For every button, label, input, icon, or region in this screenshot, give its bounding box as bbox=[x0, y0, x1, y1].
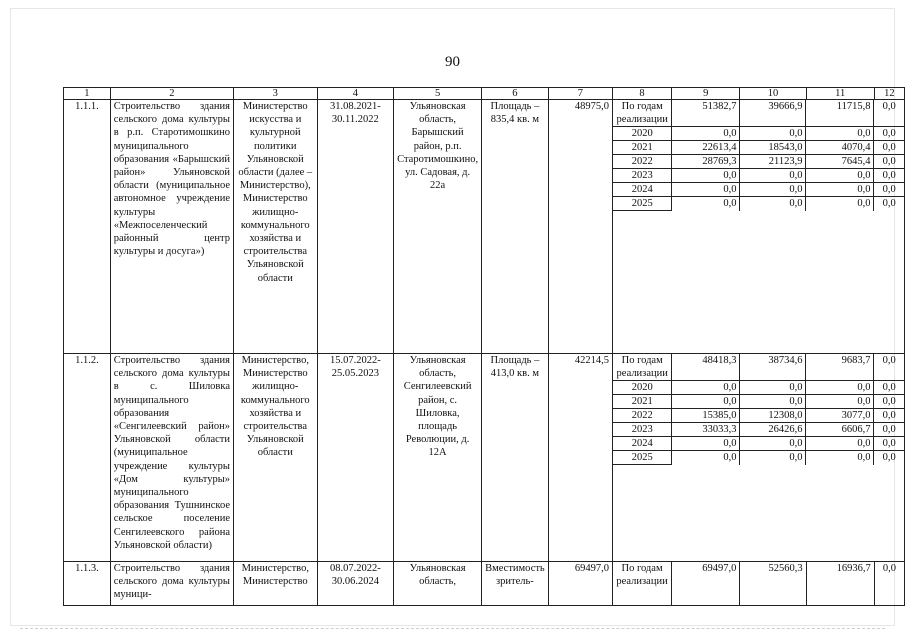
year-row bbox=[613, 127, 904, 141]
year-label: 2020 bbox=[613, 381, 672, 395]
col-header: 5 bbox=[394, 88, 482, 100]
year-label: 2024 bbox=[613, 437, 672, 451]
value-local: 0,0 bbox=[806, 437, 874, 451]
table-row bbox=[64, 100, 905, 354]
year-label: По годам реализации bbox=[613, 354, 672, 381]
value-total: 0,0 bbox=[672, 169, 740, 183]
year-row bbox=[613, 183, 904, 197]
value-total: 0,0 bbox=[672, 381, 740, 395]
value-regional: 0,0 bbox=[740, 437, 806, 451]
value-other: 0,0 bbox=[874, 100, 904, 127]
col-header: 10 bbox=[740, 88, 806, 100]
object-name: Строительство здания сельского дома культуры в р.п. Старотимошкино муниципального образования «Барышский район» Ульяновской области (муниципальное автономное учреждение культуры «Межпоселенческий районный центр культуры и досуга») bbox=[110, 100, 233, 354]
table-row bbox=[64, 562, 905, 606]
value-total: 0,0 bbox=[672, 183, 740, 197]
value-total: 48418,3 bbox=[672, 354, 740, 381]
col-header: 4 bbox=[317, 88, 394, 100]
year-label: 2021 bbox=[613, 395, 672, 409]
value-other: 0,0 bbox=[874, 183, 904, 197]
year-label: 2023 bbox=[613, 423, 672, 437]
value-local: 7645,4 bbox=[806, 155, 874, 169]
year-label: 2025 bbox=[613, 451, 672, 465]
year-row bbox=[613, 423, 904, 437]
value-local: 3077,0 bbox=[806, 409, 874, 423]
value-regional: 0,0 bbox=[740, 169, 806, 183]
value-local: 0,0 bbox=[806, 381, 874, 395]
value-local: 4070,4 bbox=[806, 141, 874, 155]
value-local: 16936,7 bbox=[806, 562, 874, 606]
value-other: 0,0 bbox=[874, 155, 904, 169]
value-regional: 52560,3 bbox=[740, 562, 806, 606]
value-local: 0,0 bbox=[806, 183, 874, 197]
value-regional: 21123,9 bbox=[740, 155, 806, 169]
estimated-cost: 69497,0 bbox=[548, 562, 612, 606]
value-regional: 12308,0 bbox=[740, 409, 806, 423]
value-total: 69497,0 bbox=[672, 562, 740, 606]
year-row bbox=[613, 197, 904, 211]
page-number: 90 bbox=[445, 54, 460, 70]
year-row bbox=[613, 141, 904, 155]
value-total: 51382,7 bbox=[672, 100, 740, 127]
year-label: По годам реализации bbox=[612, 562, 671, 606]
row-id: 1.1.1. bbox=[64, 100, 111, 354]
col-header: 12 bbox=[874, 88, 904, 100]
value-regional: 0,0 bbox=[740, 183, 806, 197]
year-breakdown bbox=[613, 354, 904, 465]
value-other: 0,0 bbox=[874, 127, 904, 141]
value-other: 0,0 bbox=[874, 409, 904, 423]
responsible-ministry: Министерство, Министерство bbox=[234, 562, 318, 606]
year-label: 2025 bbox=[613, 197, 672, 211]
value-total: 33033,3 bbox=[672, 423, 740, 437]
value-other: 0,0 bbox=[874, 423, 904, 437]
year-row bbox=[613, 381, 904, 395]
value-regional: 38734,6 bbox=[740, 354, 806, 381]
value-other: 0,0 bbox=[874, 562, 904, 606]
value-total: 0,0 bbox=[672, 395, 740, 409]
project-table bbox=[63, 87, 905, 606]
value-regional: 0,0 bbox=[740, 395, 806, 409]
implementation-dates: 31.08.2021- 30.11.2022 bbox=[329, 101, 381, 126]
year-row bbox=[613, 155, 904, 169]
col-header: 6 bbox=[482, 88, 549, 100]
year-row bbox=[613, 409, 904, 423]
responsible-ministry: Министерство искусства и культурной политики Ульяновской области (далее – Министерство), Министерство жилищно-коммунального хозяйства и строительства Ульяновской области bbox=[234, 100, 318, 354]
object-address: Ульяновская область, Барышский район, р.п. Старотимошкино, ул. Садовая, д. 22а bbox=[394, 100, 482, 354]
value-other: 0,0 bbox=[882, 198, 896, 210]
value-regional: 39666,9 bbox=[740, 100, 806, 127]
col-header: 7 bbox=[548, 88, 612, 100]
row-id: 1.1.2. bbox=[64, 354, 111, 562]
year-label: 2024 bbox=[613, 183, 672, 197]
value-regional: 0,0 bbox=[740, 127, 806, 141]
value-total: 22613,4 bbox=[672, 141, 740, 155]
estimated-cost: 48975,0 bbox=[548, 100, 612, 354]
col-header: 8 bbox=[612, 88, 671, 100]
value-other: 0,0 bbox=[874, 437, 904, 451]
year-label: По годам реализации bbox=[613, 100, 672, 127]
year-row bbox=[613, 437, 904, 451]
col-header: 1 bbox=[64, 88, 111, 100]
object-address: Ульяновская область, bbox=[394, 562, 482, 606]
value-total: 0,0 bbox=[672, 451, 740, 465]
value-local: 6606,7 bbox=[806, 423, 874, 437]
year-row bbox=[613, 451, 904, 465]
object-capacity: Вместимость зритель- bbox=[482, 562, 549, 606]
year-row bbox=[613, 354, 904, 381]
value-local: 0,0 bbox=[806, 127, 874, 141]
year-label: 2022 bbox=[613, 155, 672, 169]
col-header: 3 bbox=[234, 88, 318, 100]
year-label: 2020 bbox=[613, 127, 672, 141]
value-local: 0,0 bbox=[806, 197, 874, 211]
year-label: 2022 bbox=[613, 409, 672, 423]
col-header: 9 bbox=[672, 88, 740, 100]
value-other: 0,0 bbox=[874, 381, 904, 395]
object-address: Ульяновская область, Сенгилеевский район, с. Шиловка, площадь Революции, д. 12А bbox=[394, 354, 482, 562]
value-total: 0,0 bbox=[672, 127, 740, 141]
value-local: 11715,8 bbox=[806, 100, 874, 127]
value-total: 0,0 bbox=[672, 197, 740, 211]
value-regional: 0,0 bbox=[740, 197, 806, 211]
implementation-dates: 08.07.2022- 30.06.2024 bbox=[329, 563, 381, 588]
value-local: 0,0 bbox=[806, 169, 874, 183]
value-other: 0,0 bbox=[882, 452, 896, 464]
value-regional: 0,0 bbox=[740, 381, 806, 395]
col-header: 11 bbox=[806, 88, 874, 100]
estimated-cost: 42214,5 bbox=[548, 354, 612, 562]
value-total: 0,0 bbox=[672, 437, 740, 451]
value-local: 9683,7 bbox=[806, 354, 874, 381]
value-other: 0,0 bbox=[874, 141, 904, 155]
object-name: Строительство здания сельского дома культуры муници- bbox=[110, 562, 233, 606]
year-row bbox=[613, 169, 904, 183]
year-label: 2021 bbox=[613, 141, 672, 155]
value-regional: 18543,0 bbox=[740, 141, 806, 155]
year-label: 2023 bbox=[613, 169, 672, 183]
column-number-row bbox=[64, 88, 905, 100]
year-row bbox=[613, 100, 904, 127]
col-header: 2 bbox=[110, 88, 233, 100]
value-total: 15385,0 bbox=[672, 409, 740, 423]
year-row bbox=[613, 395, 904, 409]
value-total: 28769,3 bbox=[672, 155, 740, 169]
value-other: 0,0 bbox=[874, 395, 904, 409]
row-id: 1.1.3. bbox=[64, 562, 111, 606]
value-local: 0,0 bbox=[806, 395, 874, 409]
page-bottom-edge bbox=[20, 628, 885, 630]
object-capacity: Площадь – 835,4 кв. м bbox=[482, 100, 549, 354]
value-local: 0,0 bbox=[806, 451, 874, 465]
value-regional: 0,0 bbox=[740, 451, 806, 465]
value-other: 0,0 bbox=[874, 354, 904, 381]
object-capacity: Площадь – 413,0 кв. м bbox=[482, 354, 549, 562]
table-row bbox=[64, 354, 905, 562]
implementation-dates: 15.07.2022- 25.05.2023 bbox=[329, 355, 381, 380]
year-breakdown bbox=[613, 100, 904, 211]
object-name: Строительство здания сельского дома культуры в с. Шиловка муниципального образования «Сенгилеевский район» Ульяновской области (муниципальное учреждение культуры «Дом культуры» муниципального образования Тушнинское сельское поселение Сенгилеевского района Ульяновской области) bbox=[110, 354, 233, 562]
value-other: 0,0 bbox=[874, 169, 904, 183]
value-regional: 26426,6 bbox=[740, 423, 806, 437]
responsible-ministry: Министерство, Министерство жилищно-коммунального хозяйства и строительства Ульяновской области bbox=[234, 354, 318, 562]
